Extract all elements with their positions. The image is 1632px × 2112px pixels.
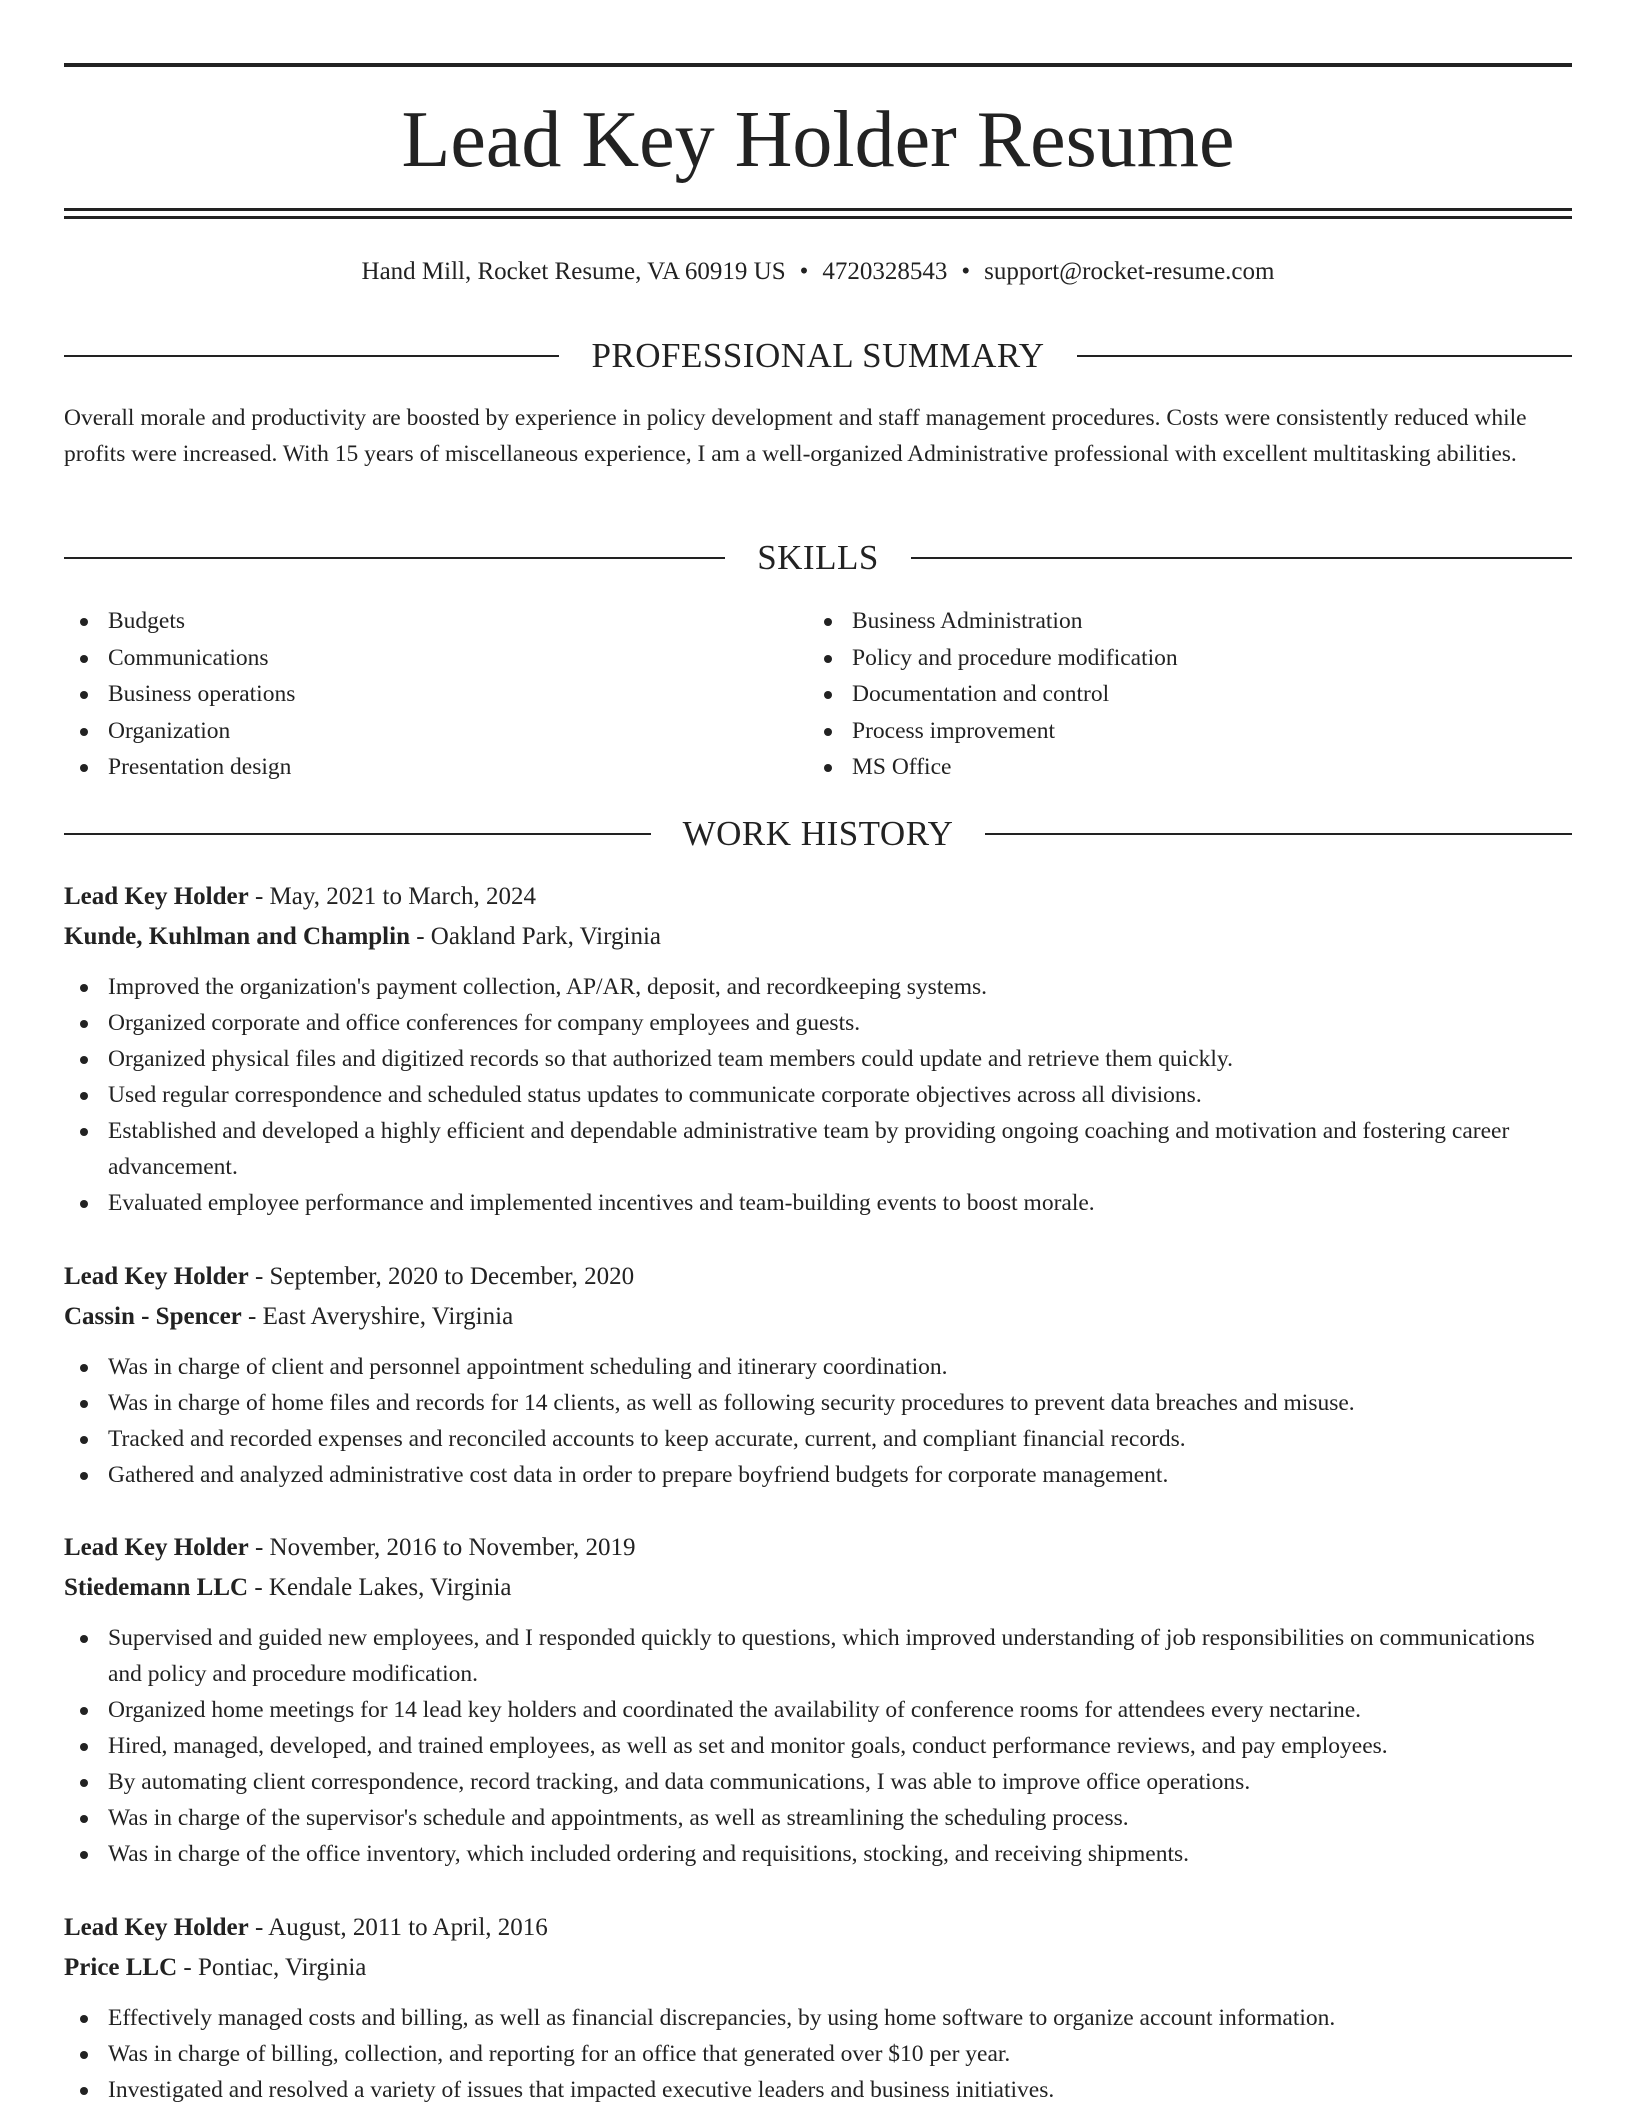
job-duty: Was in charge of home files and records for 14 clients, as well as following security procedures to prevent data breaches and misuse. [64,1385,1572,1421]
job-entry [64,1257,1572,1493]
job-company: Cassin - Spencer [64,1303,242,1330]
skill-item: Organization [64,713,764,750]
skill-item: MS Office [808,749,1508,786]
job-dates: - August, 2011 to April, 2016 [254,1914,548,1941]
skills-list-left [64,603,764,786]
job-duty: Supervised and guided new employees, and I responded quickly to questions, which improved understanding of job responsibilities on communications and policy and procedure modification. [64,1620,1572,1692]
job-dates: - September, 2020 to December, 2020 [254,1263,635,1290]
skill-item: Presentation design [64,749,764,786]
job-location: - East Averyshire, Virginia [248,1303,514,1330]
heading-rule-left [64,557,725,559]
job-duty: Was in charge of client and personnel appointment scheduling and itinerary coordination. [64,1349,1572,1385]
heading-rule-right [911,557,1572,559]
contact-phone: 4720328543 [822,258,948,285]
job-duty: Effectively managed costs and billing, as well as financial discrepancies, by using home software to organize account information. [64,2000,1572,2036]
job-duty: Was in charge of the office inventory, which included ordering and requisitions, stocking, and receiving shipments. [64,1836,1572,1872]
job-title-line [64,1257,1572,1297]
skills-column-left [64,603,764,786]
job-duty: Used regular correspondence and scheduled status updates to communicate corporate objectives across all divisions. [64,1077,1572,1113]
job-duties-list [64,2000,1572,2108]
job-location: - Kendale Lakes, Virginia [254,1574,512,1601]
skill-item: Process improvement [808,713,1508,750]
skills-heading-label: SKILLS [757,538,879,577]
skills-heading [64,536,1572,580]
page-title: Lead Key Holder Resume [401,96,1235,184]
title-rule-upper [64,208,1572,211]
job-title: Lead Key Holder [64,1914,249,1941]
job-dates: - November, 2016 to November, 2019 [254,1534,636,1561]
skill-item: Policy and procedure modification [808,640,1508,677]
job-entry [64,1528,1572,1872]
job-company: Kunde, Kuhlman and Champlin [64,923,410,950]
job-company-line [64,1948,1572,1988]
contact-line [64,255,1572,289]
job-entry [64,1908,1572,2108]
skill-item: Business operations [64,676,764,713]
contact-address: Hand Mill, Rocket Resume, VA 60919 US [361,258,786,285]
skill-item: Documentation and control [808,676,1508,713]
work-heading [64,812,1572,856]
job-duty: Organized corporate and office conferences for company employees and guests. [64,1005,1572,1041]
job-duties-list [64,1620,1572,1872]
heading-rule-left [64,833,651,835]
job-dates: - May, 2021 to March, 2024 [254,883,536,910]
title-rule-lower [64,216,1572,219]
job-duty: Hired, managed, developed, and trained employees, as well as set and monitor goals, conduct performance reviews, and pay employees. [64,1728,1572,1764]
skill-item: Budgets [64,603,764,640]
skills-list-right [808,603,1508,786]
skills-column-right [808,603,1508,786]
job-duty: Was in charge of billing, collection, and reporting for an office that generated over $10 per year. [64,2036,1572,2072]
contact-separator: • [961,258,971,285]
job-title: Lead Key Holder [64,1263,249,1290]
summary-text: Overall morale and productivity are boosted by experience in policy development and staff management procedures. Costs were consistently reduced while profits were increased. With 15 years of miscellaneous experience, I am a well-organized Administrative professional with excellent multitasking abilities. [64,405,1527,467]
job-company: Stiedemann LLC [64,1574,249,1601]
summary-heading-label: PROFESSIONAL SUMMARY [591,336,1045,375]
heading-rule-right [985,833,1572,835]
job-duty: Improved the organization's payment collection, AP/AR, deposit, and recordkeeping systems. [64,969,1572,1005]
job-title-line [64,1528,1572,1568]
job-duty: Was in charge of the supervisor's schedule and appointments, as well as streamlining the scheduling process. [64,1800,1572,1836]
job-duty: Organized physical files and digitized records so that authorized team members could update and retrieve them quickly. [64,1041,1572,1077]
job-location: - Pontiac, Virginia [183,1954,367,1981]
job-duties-list [64,1349,1572,1493]
job-duty: Gathered and analyzed administrative cost data in order to prepare boyfriend budgets for corporate management. [64,1457,1572,1493]
job-title: Lead Key Holder [64,883,249,910]
heading-rule-right [1077,355,1572,357]
heading-rule-left [64,355,559,357]
job-company: Price LLC [64,1954,178,1981]
job-title-line [64,877,1572,917]
job-location: - Oakland Park, Virginia [416,923,661,950]
skill-item: Business Administration [808,603,1508,640]
work-heading-label: WORK HISTORY [682,814,954,853]
job-duty: Established and developed a highly efficient and dependable administrative team by providing ongoing coaching and motivation and fostering career advancement. [64,1113,1572,1185]
skill-item: Communications [64,640,764,677]
job-title: Lead Key Holder [64,1534,249,1561]
top-rule [64,63,1572,67]
job-duty: Evaluated employee performance and implemented incentives and team-building events to boost morale. [64,1185,1572,1221]
job-title-line [64,1908,1572,1948]
contact-separator: • [799,258,809,285]
job-company-line [64,917,1572,957]
job-duty: By automating client correspondence, record tracking, and data communications, I was able to improve office operations. [64,1764,1572,1800]
job-company-line [64,1568,1572,1608]
summary-heading [64,334,1572,378]
job-duties-list [64,969,1572,1221]
job-entry [64,877,1572,1221]
job-duty: Organized home meetings for 14 lead key holders and coordinated the availability of conference rooms for attendees every nectarine. [64,1692,1572,1728]
job-company-line [64,1297,1572,1337]
job-duty: Tracked and recorded expenses and reconciled accounts to keep accurate, current, and compliant financial records. [64,1421,1572,1457]
job-duty: Investigated and resolved a variety of issues that impacted executive leaders and business initiatives. [64,2072,1572,2108]
contact-email: support@rocket-resume.com [984,258,1275,285]
